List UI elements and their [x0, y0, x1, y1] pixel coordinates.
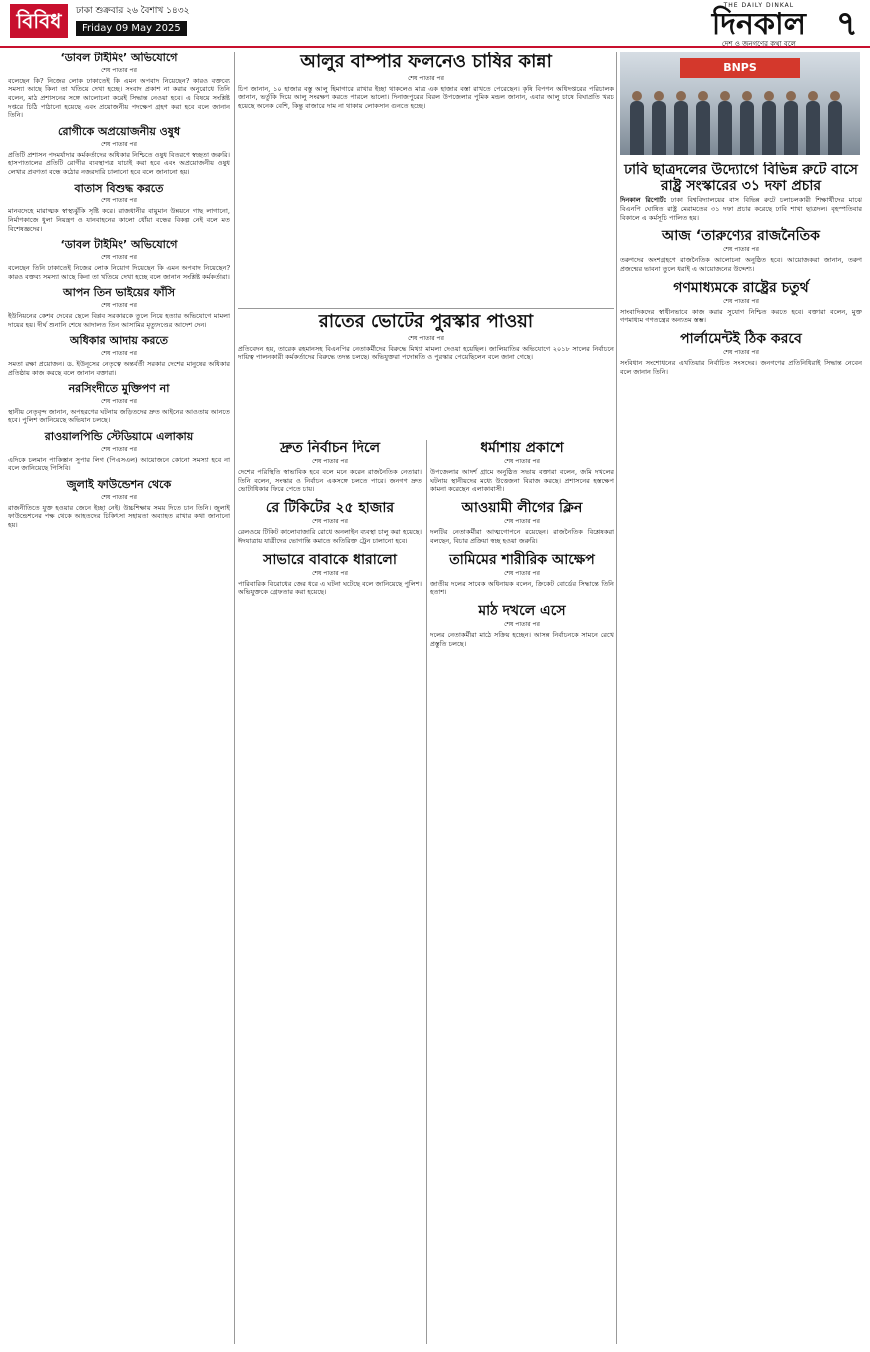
story-byline: শেষ পাতার পর — [723, 246, 759, 254]
story-headline: নরসিংদীতে মুক্তিপণ না — [68, 382, 170, 396]
story-body: তরুণদের অংশগ্রহণে রাজনৈতিক আলোচনা অনুষ্ঠিত হবে। আয়োজকরা জানান, তরুণ প্রজন্মের ভাবনা তুলে ধরাই এ আয়োজনের উদ্দেশ্য। — [620, 256, 862, 273]
story-apan-tin — [8, 287, 230, 329]
story-headline: গণমাধ্যমকে রাষ্ট্রের চতুর্থ — [673, 279, 809, 296]
person-figure — [828, 101, 842, 155]
story-savar — [238, 552, 422, 597]
story-math — [430, 603, 614, 648]
story-druto — [238, 440, 422, 494]
story-batas — [8, 183, 230, 234]
news-photo — [620, 52, 860, 155]
story-july-foundation — [8, 479, 230, 530]
story-adhikar — [8, 335, 230, 377]
person-figure — [740, 101, 754, 155]
story-body: জাতীয় দলের সাবেক অধিনায়ক বলেন, ক্রিকেট বোর্ডের সিদ্ধান্তে তিনি হতাশ। — [430, 579, 614, 597]
story-byline: শেষ পাতার পর — [101, 493, 137, 501]
story-body: প্রতিবেদন হয়, তারেক রহমানসহ বিএনপির নেতাকর্মীদের বিরুদ্ধে মিথ্যা মামলা দেওয়া হয়েছিল। জালিয়াতির অভিযোগে ২০১৮ সালের নির্বাচনে দায়িত্ব পালনকারী কর্মকর্তাদের বিরুদ্ধে তদন্ত চলছে। অভিযুক্তরা পদোন্নতি ও পুরস্কার পেয়েছিলেন বলে জানা গেছে। — [238, 344, 614, 362]
column-rule — [234, 52, 235, 1344]
page-number: ৭ — [835, 4, 858, 44]
story-byline: শেষ পাতার পর — [101, 197, 137, 205]
story-byline: শেষ পাতার পর — [723, 297, 759, 305]
story-headline: রোগীকে অপ্রয়োজনীয় ওষুধ — [57, 125, 181, 139]
story-double-timing-2 — [8, 239, 230, 281]
column-middle-b — [430, 440, 614, 1344]
story-body-text: ঢাকা বিশ্ববিদ্যালয়ের বাস বিভিন্ন রুটে চলাচলকারী শিক্ষার্থীদের মাঝে বিএনপি ঘোষিত রাষ্ট্র মেরামতের ৩১ দফা প্রচার করেছে ঢাবি শাখা ছাত্রদল। বৃহস্পতিবার বিকালে এ কর্মসূচি পালিত হয়। — [620, 196, 862, 222]
story-rater-vote — [238, 312, 614, 432]
story-body: দলটির নেতাকর্মীরা আত্মগোপনে রয়েছেন। রাজনৈতিক বিশ্লেষকরা বলছেন, বিচার প্রক্রিয়া স্বচ্ছ হওয়া জরুরি। — [430, 528, 614, 545]
story-byline: শেষ পাতার পর — [312, 569, 348, 577]
story-headline: ঢাবি ছাত্রদলের উদ্যোগে বিভিন্ন রুটে বাসে রাষ্ট্র সংস্কারের ৩১ দফা প্রচার — [624, 162, 858, 195]
person-figure — [696, 101, 710, 155]
story-headline: তামিমের শারীরিক আক্ষেপ — [449, 551, 595, 568]
story-headline: মাঠ দখলে এসে — [478, 602, 566, 619]
section-logo: বিবিধ — [10, 4, 68, 38]
photo-banner-graphic: BNPS — [680, 58, 800, 78]
story-double-timing — [8, 52, 230, 120]
story-byline: শেষ পাতার পর — [504, 458, 540, 466]
story-byline: শেষ পাতার পর — [408, 334, 444, 342]
story-headline: রাওয়ালপিন্ডি স্টেডিয়ামে এলাকায় — [44, 430, 194, 444]
story-byline: শেষ পাতার পর — [504, 569, 540, 577]
story-headline: আপন তিন ভাইয়ের ফাঁসি — [62, 286, 176, 300]
story-rawalpindi — [8, 431, 230, 473]
person-figure — [718, 101, 732, 155]
paper-name: দিনকাল — [711, 6, 806, 42]
story-rashtro — [620, 280, 862, 325]
date-english: Friday 09 May 2025 — [76, 21, 187, 36]
date-bengali: ঢাকা শুক্রবার ২৬ বৈশাখ ১৪৩২ — [76, 6, 190, 16]
section-rule — [238, 308, 614, 309]
story-dharmasha — [430, 440, 614, 494]
paper-english-name: THE DAILY DINKAL — [723, 2, 795, 9]
story-body: প্রতিটি প্রশাসন পদমর্যাদার কর্মকর্তাদের অধিকার নিশ্চিতে ওষুধ বিতরণে স্বচ্ছতা জরুরি। হাসপাতালের প্রতিটি রোগীর ব্যবস্থাপত্র যাচাই করা হবে এবং অপ্রয়োজনীয় ওষুধ লেখার প্রবণতা বন্ধে কঠোর নজরদারি চালানো হবে বলে জানানো হয়। — [8, 150, 230, 177]
story-headline: আওয়ামী লীগের ক্লিন — [461, 500, 583, 517]
story-byline: শেষ পাতার পর — [101, 397, 137, 405]
story-body: রাজনীতিতে যুক্ত হওয়ার জেনে ইচ্ছা নেই। উচ্চশিক্ষায় সময় দিতে চান তিনি। জুলাই ফাউন্ডেশনের পক্ষ থেকে আহতদের চিকিৎসা সহায়তা অব্যাহত রাখার কথা জানানো হয়। — [8, 503, 230, 530]
story-aaj-tarunner — [620, 228, 862, 273]
story-rogi — [8, 126, 230, 177]
story-headline: জুলাই ফাউন্ডেশন থেকে — [66, 478, 172, 492]
column-rule — [426, 440, 427, 1344]
story-body: চিপ জানান, ১০ হাজার বস্তু আলু হিমাগারে রাখার ইচ্ছা থাকলেও মাত্র এক হাজার বস্তা রাখতে পেরেছেন। কৃষি বিপণন অধিদপ্তরের পরিচালক জানান, ভর্তুকি দিয়ে আলু সংরক্ষণ করতে পারলে ভালো। দিনাজপুরের বিরল উপজেলার পুমিক মন্ডল জানান, এবার আলু চাষে বিঘাপ্রতি খরচ হয়েছে অনেক বেশি, কিন্তু বাজারে দাম না থাকায় লোকসান গুনতে হচ্ছে। — [238, 84, 614, 110]
story-body: বলেছেন তিনি ঢাকাতেই নিজের লোক নিয়োগ দিয়েছেন কি এমন অপবাদ নিয়েছেন? কারও বক্তব্য সমস্যা আছে কিনা তা খতিয়ে দেখা হচ্ছে বলে জানান সংশ্লিষ্ট কর্মকর্তারা। — [8, 263, 230, 281]
story-body: উপজেলার আদর্শ গ্রামে অনুষ্ঠিত সভায় বক্তারা বলেন, জমি দখলের ঘটনায় স্থানীয়দের মধ্যে উত্তেজনা বিরাজ করছে। প্রশাসনের হস্তক্ষেপ কামনা করেছেন এলাকাবাসী। — [430, 468, 614, 494]
story-byline: শেষ পাতার পর — [504, 518, 540, 526]
date-box — [76, 6, 189, 36]
story-headline: রাতের ভোটের পুরস্কার পাওয়া — [318, 312, 534, 332]
story-body: ইউনিয়নের কেশব দেবের ছেলে বিপ্লব সরকারকে তুলে নিয়ে হত্যার অভিযোগে মামলা দায়ের হয়। দীর্ঘ শুনানি শেষে আদালত তিন আসামির মৃত্যুদণ্ডের আদেশ দেন। — [8, 311, 230, 329]
story-byline: শেষ পাতার পর — [312, 458, 348, 466]
story-alur — [238, 52, 614, 302]
story-tamim — [430, 552, 614, 597]
story-headline: সাভারে বাবাকে ধারালো — [263, 551, 397, 568]
story-body: বলেছেন কি? নিজের লোক ঢাকাতেই কি এমন অপবাদ নিয়েছেন? কারও বক্তব্যে সমস্যা আছে কিনা তা খতিয়ে দেখা হচ্ছে। সংবাদ প্রকাশ না করার অনুরোধে তিনি বলেন, মাঠ প্রশাসনের সঙ্গে আলোচনা করেই সিদ্ধান্ত নেওয়া হবে। এ বিষয়ে সংশ্লিষ্ট দপ্তরে চিঠি পাঠানো হয়েছে এবং প্রয়োজনীয় পদক্ষেপ গ্রহণ করা হবে বলে জানান তিনি। — [8, 76, 230, 120]
column-middle-a — [238, 440, 422, 1344]
story-parliament — [620, 331, 862, 376]
story-body: সমতা রক্ষা প্রয়োজন। ড. ইউনূসের নেতৃত্বে অন্তর্বর্তী সরকার দেশের মানুষের অধিকার প্রতিষ্ঠায় কাজ করছে বলে জানান বক্তারা। — [8, 359, 230, 377]
story-narsingdi — [8, 383, 230, 425]
story-headline: ‘ডাবল টাইমিং’ অভিযোগে — [60, 52, 178, 64]
column-rule — [616, 52, 617, 1344]
masthead — [0, 0, 870, 48]
person-figure — [806, 101, 820, 155]
story-byline: শেষ পাতার পর — [408, 74, 444, 82]
story-body: সাংবাদিকদের স্বাধীনভাবে কাজ করার সুযোগ নিশ্চিত করতে হবে। বক্তারা বলেন, মুক্ত গণমাধ্যম গণতন্ত্রের অন্যতম স্তম্ভ। — [620, 307, 862, 325]
story-byline: শেষ পাতার পর — [312, 518, 348, 526]
story-body: এদিকে চলমান পাকিস্তান সুপার লিগ (পিএসএল) আয়োজনে কোনো সমস্যা হবে না বলে জানিয়েছে পিসিবি। — [8, 455, 230, 473]
story-byline: শেষ পাতার পর — [101, 301, 137, 309]
story-body: স্থানীয় নেতৃবৃন্দ জানান, অপহরণের ঘটনায় জড়িতদের দ্রুত আইনের আওতায় আনতে হবে। পুলিশ জানিয়েছে অভিযান চলছে। — [8, 407, 230, 425]
story-byline: শেষ পাতার পর — [504, 621, 540, 629]
story-awami-clean — [430, 500, 614, 545]
story-byline: শেষ পাতার পর — [101, 66, 137, 74]
story-body — [620, 196, 862, 222]
story-kicker: দিনকাল রিপোর্ট: — [620, 196, 667, 205]
story-byline: শেষ পাতার পর — [101, 140, 137, 148]
story-re-tickets — [238, 500, 422, 545]
story-headline: পার্লামেন্টই ঠিক করবে — [680, 331, 802, 348]
story-byline: শেষ পাতার পর — [101, 349, 137, 357]
story-headline: দ্রুত নির্বাচন দিলে — [279, 440, 381, 456]
story-headline: আজ ‘তারুণ্যের রাজনৈতিক — [662, 228, 820, 245]
person-figure — [762, 101, 776, 155]
column-left — [8, 52, 230, 1344]
person-figure — [630, 101, 644, 155]
person-figure — [784, 101, 798, 155]
story-byline: শেষ পাতার পর — [723, 349, 759, 357]
story-headline: ‘ডাবল টাইমিং’ অভিযোগে — [60, 238, 178, 252]
paper-tagline: দেশ ও জনগণের কথা বলে — [721, 39, 796, 48]
person-figure — [674, 101, 688, 155]
story-byline: শেষ পাতার পর — [101, 445, 137, 453]
story-body: পারিবারিক বিরোধের জের ধরে এ ঘটনা ঘটেছে বলে জানিয়েছে পুলিশ। অভিযুক্তকে গ্রেফতার করা হয়েছে। — [238, 579, 422, 597]
story-headline: অধিকার আদায় করতে — [69, 334, 169, 348]
person-figure — [652, 101, 666, 155]
story-body: দলের নেতাকর্মীরা মাঠে সক্রিয় হচ্ছেন। আসন্ন নির্বাচনকে সামনে রেখে প্রস্তুতি চলছে। — [430, 630, 614, 648]
story-headline: আলুর বাম্পার ফলনেও চাষির কান্না — [300, 52, 552, 72]
story-body: রেলওয়ে টিকিট কালোবাজারি রোধে অনলাইন ব্যবস্থা চালু করা হয়েছে। ঈদযাত্রায় যাত্রীদের ভোগান্তি কমাতে অতিরিক্ত ট্রেন চালানো হবে। — [238, 528, 422, 545]
story-headline: রে টিকিটের ২৫ হাজার — [265, 500, 395, 517]
paper-logo — [712, 2, 806, 49]
story-body: সংবিধান সংশোধনের এখতিয়ার নির্বাচিত সংসদের। জনগণের প্রতিনিধিরাই সিদ্ধান্ত নেবেন বলে জানান তিনি। — [620, 359, 862, 376]
story-headline: ধর্মাশায় প্রকাশে — [480, 440, 564, 456]
column-right — [620, 162, 862, 1344]
story-dhaka-students — [620, 162, 862, 222]
story-byline: শেষ পাতার পর — [101, 254, 137, 262]
story-body: দেশের পরিস্থিতি স্বাভাবিক হবে বলে মনে করেন রাজনৈতিক নেতারা। তিনি বলেন, সংস্কার ও নির্বাচন একসঙ্গে চলতে পারে। জনগণ দ্রুত ভোটাধিকার ফিরে পেতে চায়। — [238, 468, 422, 494]
story-body: মানবদেহে মারাত্মক স্বাস্থ্যঝুঁকি সৃষ্টি করে। রাজধানীর বায়ুমান উন্নয়নে গাছ লাগানো, নির্মাণকাজে ধুলা নিয়ন্ত্রণ ও যানবাহনের কালো ধোঁয়া বন্ধের বিকল্প নেই বলে মত বিশেষজ্ঞদের। — [8, 207, 230, 233]
story-headline: বাতাস বিশুদ্ধ করতে — [74, 181, 164, 195]
